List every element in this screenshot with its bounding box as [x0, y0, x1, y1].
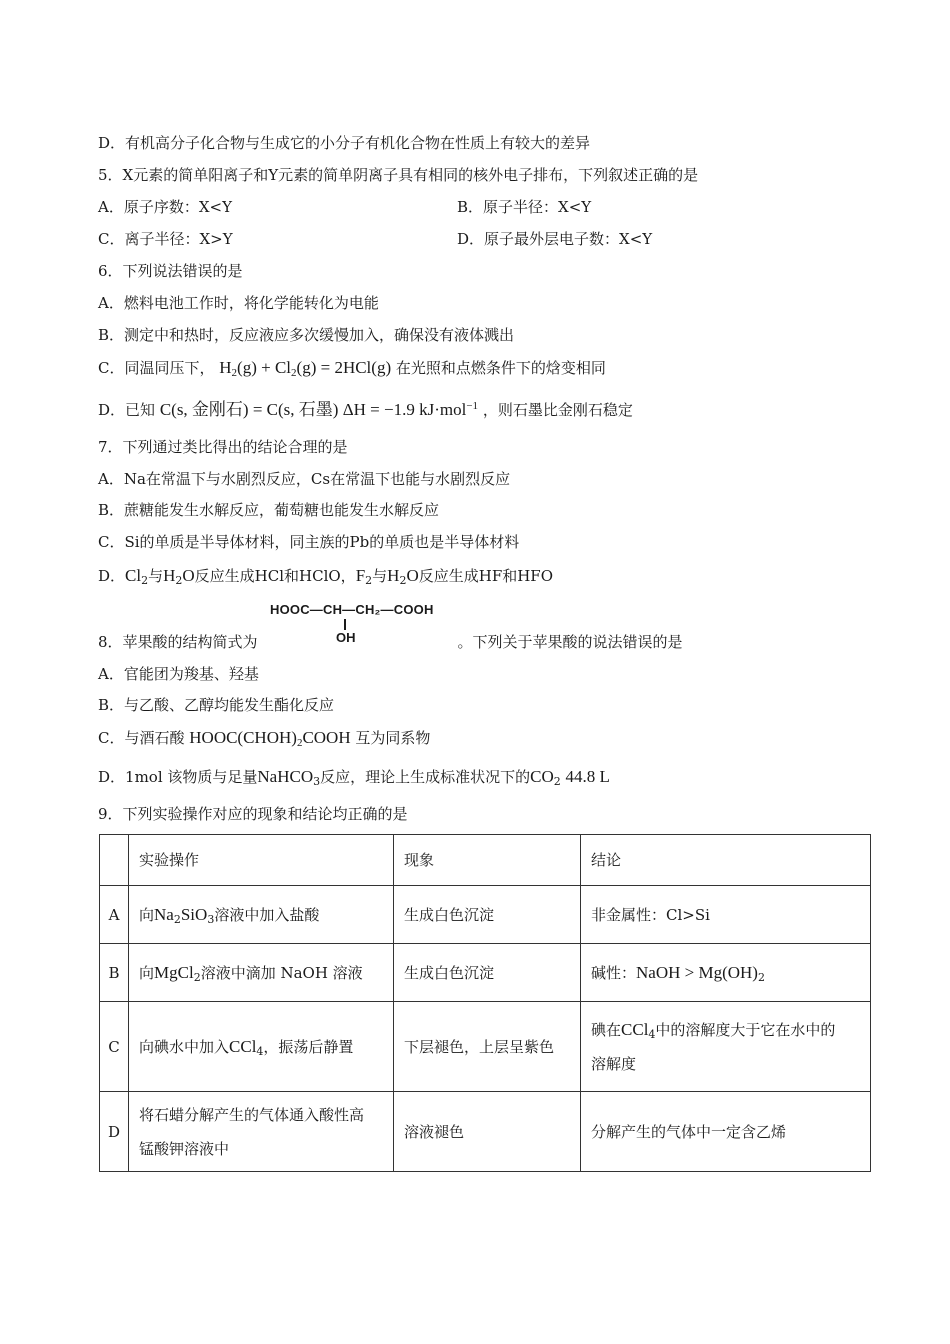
q6-option-c-equation: $H_2(g) + Cl_2(g) = 2HCl(g)$	[219, 358, 392, 379]
row-phenomenon: 溶液褪色	[394, 1092, 581, 1172]
experiment-table	[99, 834, 871, 1172]
q6-option-b: B．测定中和热时，反应液应多次缓慢加入，确保没有液体溅出	[98, 326, 515, 344]
q8-option-b: B．与乙酸、乙醇均能发生酯化反应	[98, 696, 335, 714]
q6-option-c-prefix: C．同温同压下，	[98, 359, 215, 377]
q8-option-a: A．官能团为羧基、羟基	[98, 665, 259, 683]
structure-bond	[344, 619, 346, 630]
structure-main-chain: HOOC—CH—CH₂—COOH	[270, 602, 434, 617]
header-conclusion: 结论	[581, 835, 871, 886]
table-header-row	[100, 835, 871, 886]
row-operation: 向$Na_2SiO_3$溶液中加入盐酸	[129, 886, 394, 944]
q6-option-c	[98, 358, 606, 378]
row-label: A	[100, 886, 129, 944]
header-phenomenon: 现象	[394, 835, 581, 886]
row-operation: 将石蜡分解产生的气体通入酸性高 锰酸钾溶液中	[129, 1092, 394, 1172]
q6-stem: 6．下列说法错误的是	[98, 262, 243, 280]
row-operation: 向MgCl$_2$溶液中滴加 NaOH 溶液	[129, 944, 394, 1002]
tartaric-acid-formula: $HOOC(CHOH)_2COOH$	[189, 728, 351, 749]
table-row	[100, 944, 871, 1002]
table-row	[100, 1002, 871, 1092]
q6-option-c-suffix: 在光照和点燃条件下的焓变相同	[395, 359, 606, 377]
table-row	[100, 886, 871, 944]
q4-option-d: D．有机高分子化合物与生成它的小分子有机化合物在性质上有较大的差异	[98, 134, 591, 152]
row-label: C	[100, 1002, 129, 1092]
row-operation: 向碘水中加入CCl$_4$，振荡后静置	[129, 1002, 394, 1092]
row-phenomenon: 生成白色沉淀	[394, 886, 581, 944]
row-phenomenon: 生成白色沉淀	[394, 944, 581, 1002]
q8-option-d: D．1mol 该物质与足量NaHCO$_3$反应，理论上生成标准状况下的$CO_2$ 44.8 L	[98, 767, 610, 788]
q5-option-b: B．原子半径：X<Y	[457, 198, 592, 216]
row-conclusion: 分解产生的气体中一定含乙烯	[581, 1092, 871, 1172]
q6-option-d	[98, 400, 633, 420]
table-row	[100, 1092, 871, 1172]
q8-stem: 8．苹果酸的结构简式为 。下列关于苹果酸的说法错误的是	[98, 633, 683, 651]
row-conclusion: 非金属性：Cl>Si	[581, 886, 871, 944]
q5-option-d: D．原子最外层电子数：X<Y	[457, 230, 653, 248]
q6-option-a: A．燃料电池工作时，将化学能转化为电能	[98, 294, 379, 312]
q7-option-a: A．Na在常温下与水剧烈反应，Cs在常温下也能与水剧烈反应	[98, 470, 511, 488]
q5-stem: 5．X元素的简单阳离子和Y元素的简单阴离子具有相同的核外电子排布，下列叙述正确的是	[98, 166, 699, 184]
q7-option-c: C．Si的单质是半导体材料，同主族的Pb的单质也是半导体材料	[98, 533, 520, 551]
header-operation: 实验操作	[129, 835, 394, 886]
q8-option-c: C．与酒石酸 $HOOC(CHOH)_2COOH$ 互为同系物	[98, 728, 431, 749]
row-label: D	[100, 1092, 129, 1172]
q7-option-b: B．蔗糖能发生水解反应，葡萄糖也能发生水解反应	[98, 501, 440, 519]
q5-option-a: A．原子序数：X<Y	[98, 198, 232, 216]
structure-hydroxyl: OH	[336, 630, 356, 645]
q6-option-d-equation: C(s, 金刚石) = C(s, 石墨) ΔH = −1.9 kJ·mol$^{-1}$	[159, 400, 479, 419]
row-phenomenon: 下层褪色，上层呈紫色	[394, 1002, 581, 1092]
row-conclusion: 碘在CCl$_4$中的溶解度大于它在水中的 溶解度	[581, 1002, 871, 1092]
q6-option-d-suffix: ，则石墨比金刚石稳定	[482, 401, 633, 419]
row-label: B	[100, 944, 129, 1002]
q6-option-d-prefix: D．已知	[98, 401, 156, 419]
q5-option-c: C．离子半径：X>Y	[98, 230, 233, 248]
header-blank	[100, 835, 129, 886]
q7-option-d: D．$Cl_2$与$H_2O$反应生成HCl和HClO，$F_2$与$H_2O$反应生成HF和HFO	[98, 566, 554, 587]
row-conclusion: 碱性：NaOH > $Mg(OH)_2$	[581, 944, 871, 1002]
q9-stem: 9．下列实验操作对应的现象和结论均正确的是	[98, 805, 408, 823]
q7-stem: 7．下列通过类比得出的结论合理的是	[98, 438, 348, 456]
